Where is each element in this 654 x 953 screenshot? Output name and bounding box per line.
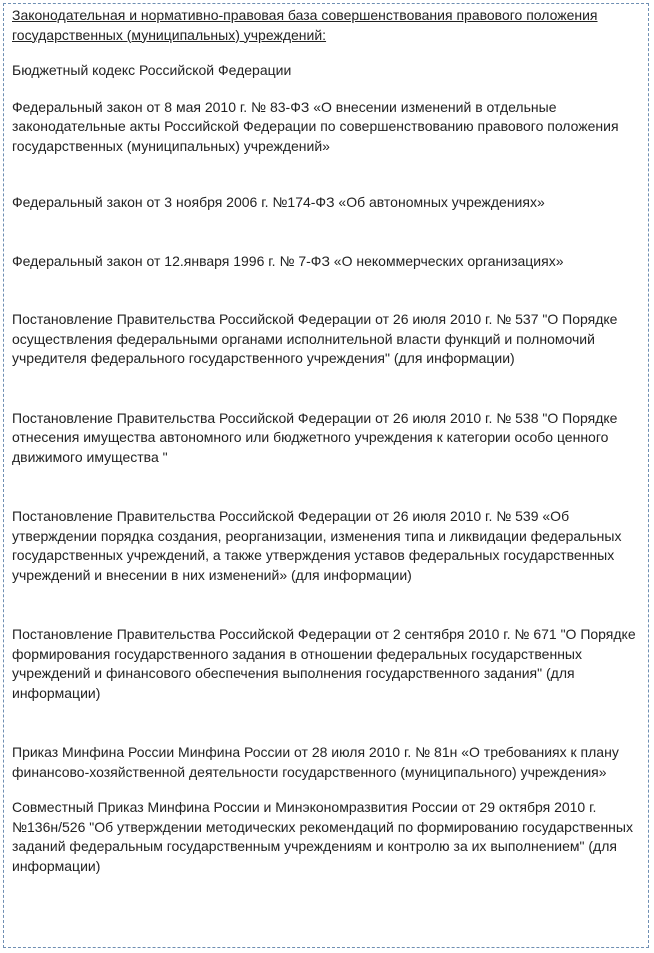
list-item-law-174: Федеральный закон от 3 ноября 2006 г. №174-ФЗ «Об автономных учреждениях»	[12, 194, 545, 210]
list-item-resolution-671: Постановление Правительства Российской Федерации от 2 сентября 2010 г. № 671 "О Порядке формирования государственного задания в отношении федеральных государственных учреждений и финансового обеспечения выполнения государственного задания" (для информации)	[12, 626, 636, 701]
list-item-order-81n: Приказ Минфина России Минфина России от 28 июля 2010 г. № 81н «О требованиях к плану финансово-хозяйственной деятельности государственного (муниципального) учреждения»	[12, 744, 619, 780]
list-item-law-83: Федеральный закон от 8 мая 2010 г. № 83-ФЗ «О внесении изменений в отдельные законодательные акты Российской Федерации по совершенствованию правового положения государственных (муниципальных) учреждений»	[12, 98, 619, 154]
list-item-law-7: Федеральный закон от 12.января 1996 г. № 7-ФЗ «О некоммерческих организациях»	[12, 252, 564, 269]
list-item-budget-code: Бюджетный кодекс Российской Федерации	[12, 62, 292, 78]
list-item-resolution-538: Постановление Правительства Российской Федерации от 26 июля 2010 г. № 538 "О Порядке отнесения имущества автономного или бюджетного учреждения к категории особо ценного движимого имущества "	[12, 409, 618, 465]
document-content	[12, 6, 640, 876]
list-item-order-136n: Совместный Приказ Минфина России и Минэкономразвития России от 29 октября 2010 г. №136н/526 "Об утверждении методических рекомендаций по формированию государственных заданий федеральным государственным учреждениям и контролю за их выполнением" (для информации)	[12, 799, 633, 874]
list-item-resolution-539: Постановление Правительства Российской Федерации от 26 июля 2010 г. № 539 «Об утверждении порядка создания, реорганизации, изменения типа и ликвидации федеральных государственных учреждений, а также утверждения уставов федеральных государственных учреждений и внесении в них изменений» (для информации)	[12, 508, 622, 583]
list-item-resolution-537: Постановление Правительства Российской Федерации от 26 июля 2010 г. № 537 "О Порядке осуществления федеральными органами исполнительной власти функций и полномочий учредителя федерального государственного учреждения" (для информации)	[12, 311, 618, 366]
document-heading: Законодательная и нормативно-правовая база совершенствования правового положения государственных (муниципальных) учреждений:	[12, 7, 598, 43]
